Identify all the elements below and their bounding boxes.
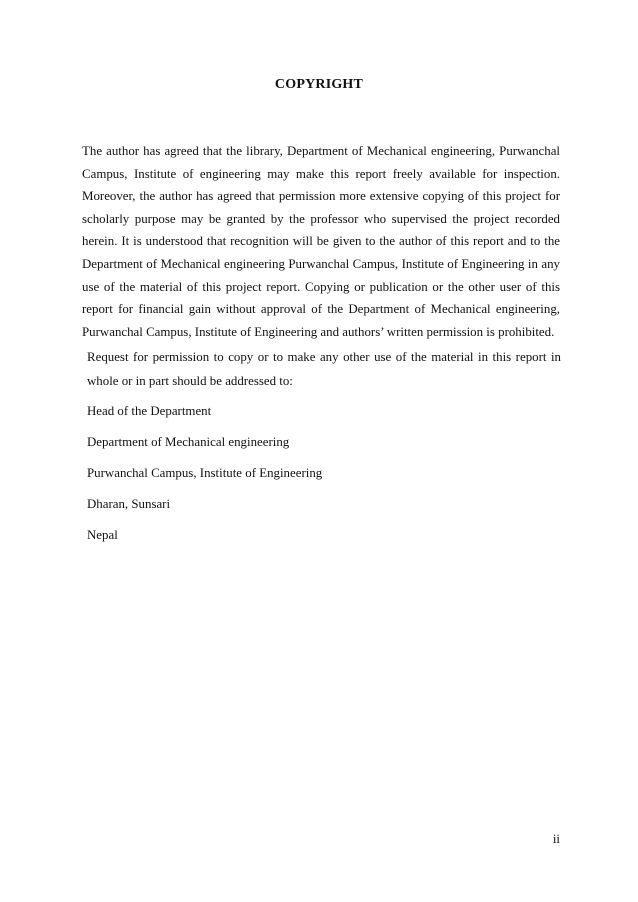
page-title: COPYRIGHT (274, 77, 364, 92)
address-line-city: Dharan, Sunsari (87, 497, 171, 511)
address-line-campus: Purwanchal Campus, Institute of Engineering (87, 466, 323, 480)
permission-request-paragraph: Request for permission to copy or to make any other use of the material in this report in whole or in part should be addressed to: (87, 350, 561, 388)
address-line-department: Department of Mechanical engineering (87, 435, 290, 449)
page-number: ii (552, 832, 560, 846)
copyright-paragraph: The author has agreed that the library, Department of Mechanical engineering, Purwanchal Campus, Institute of engineering may make this report freely available for inspection. Moreover, the author has agreed that permission more extensive copying of this project for scholarly purpose may be granted by the professor who supervised the project recorded herein. It is understood that recognition will be given to the author of this report and to the Department of Mechanical engineering Purwanchal Campus, Institute of Engineering in any use of the material of this project report. Copying or publication or the other user of this report for financial gain without approval of the Department of Mechanical engineering, Purwanchal Campus, Institute of Engineering and authors’ written permission is prohibited. (82, 144, 560, 339)
address-line-head: Head of the Department (87, 404, 212, 418)
address-line-country: Nepal (87, 528, 118, 542)
